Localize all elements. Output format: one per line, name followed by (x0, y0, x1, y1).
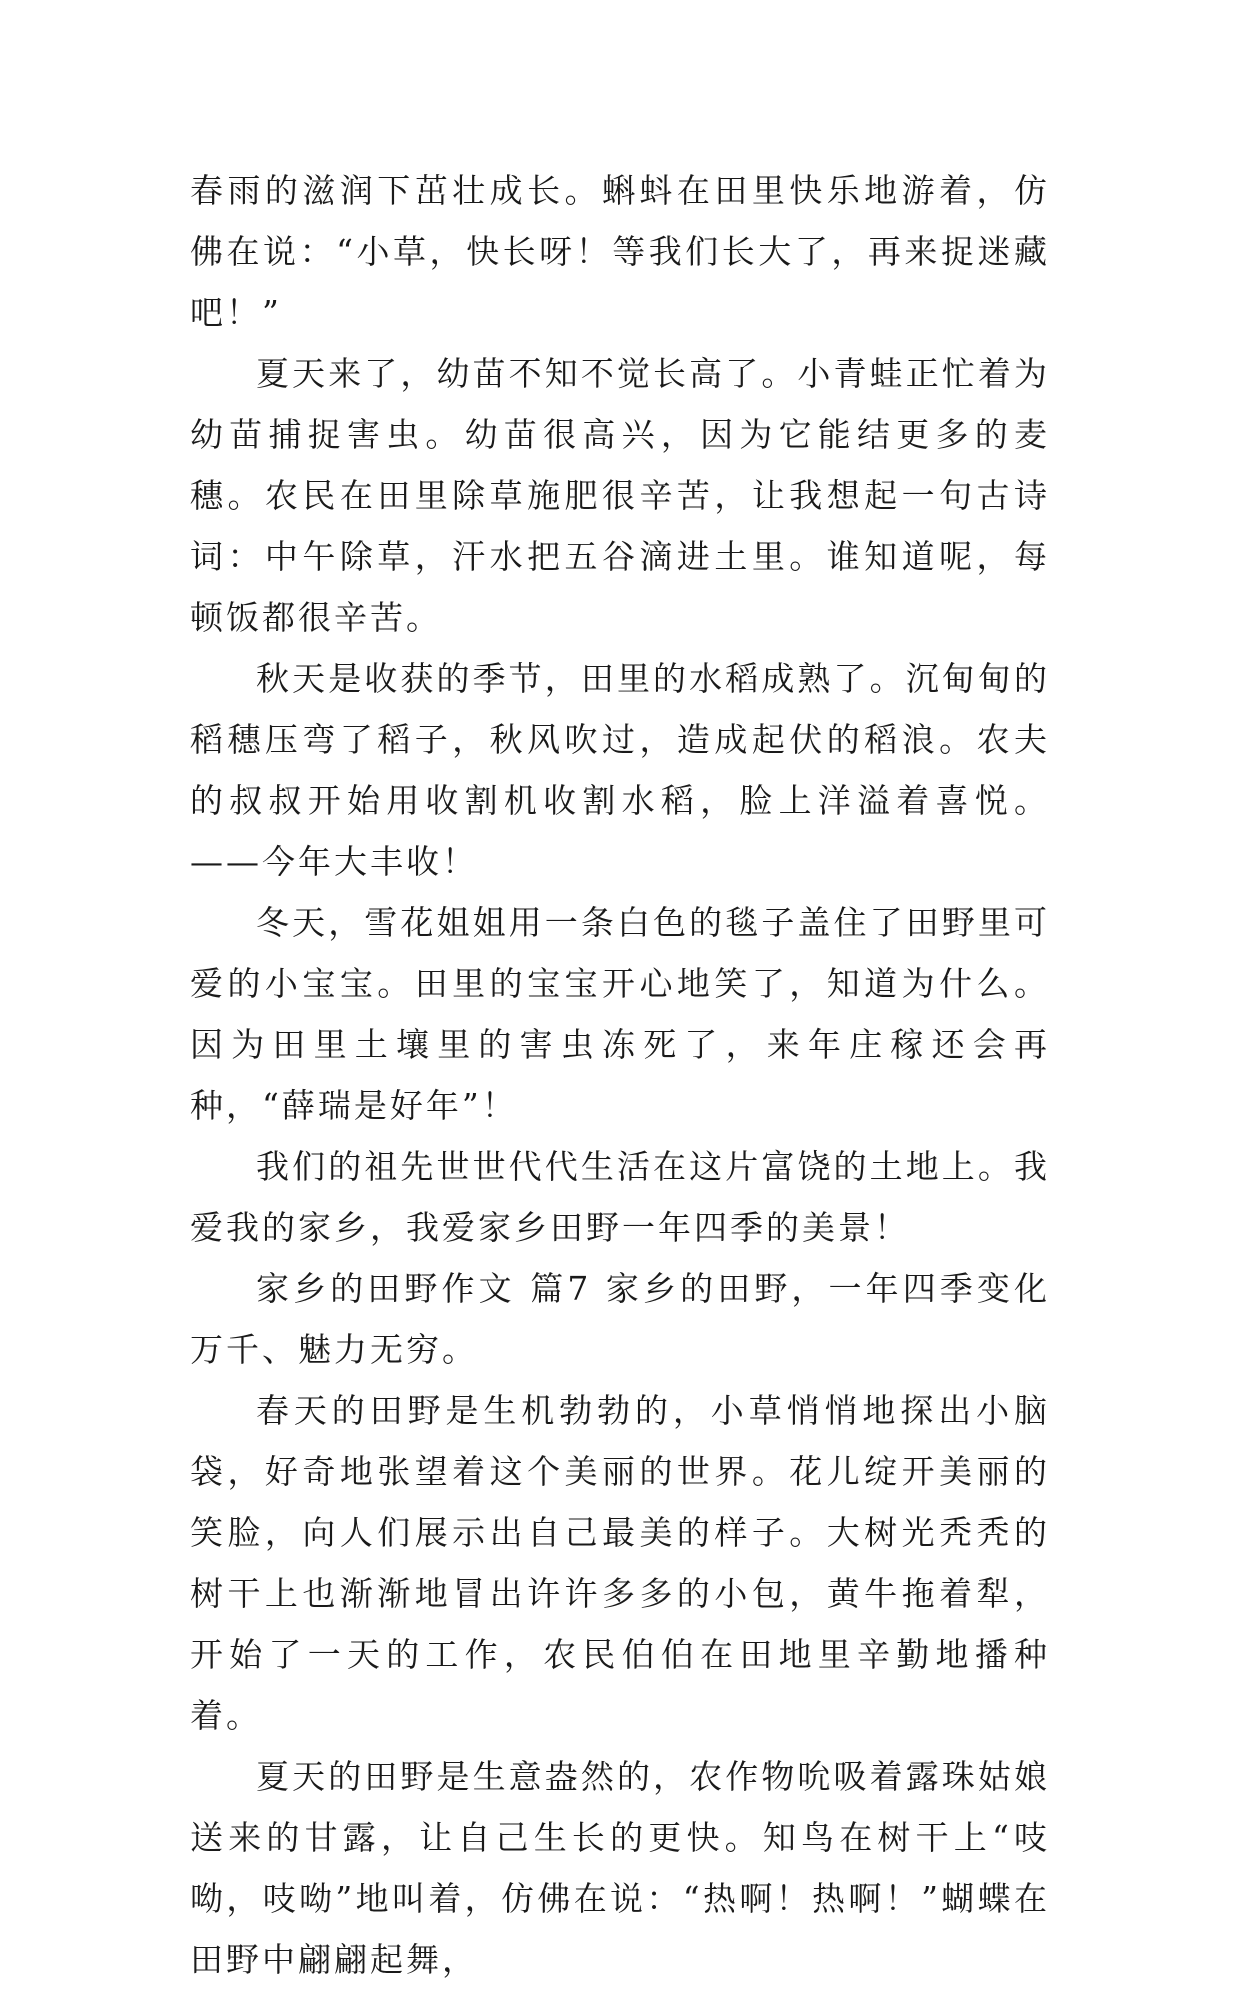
paragraph: 春雨的滋润下茁壮成长。蝌蚪在田里快乐地游着，仿佛在说：“小草，快长呀！等我们长大了，再来捉迷藏吧！” (190, 171, 1050, 332)
paragraph: 秋天是收获的季节，田里的水稻成熟了。沉甸甸的稻穗压弯了稻子，秋风吹过，造成起伏的稻浪。农夫的叔叔开始用收割机收割水稻，脸上洋溢着喜悦。——今年大丰收！ (190, 659, 1050, 881)
paragraph: 春天的田野是生机勃勃的，小草悄悄地探出小脑袋，好奇地张望着这个美丽的世界。花儿绽开美丽的笑脸，向人们展示出自己最美的样子。大树光秃秃的树干上也渐渐地冒出许许多多的小包，黄牛拖着犁，开始了一天的工作，农民伯伯在田地里辛勤地播种着。 (190, 1391, 1050, 1735)
paragraph: 冬天，雪花姐姐用一条白色的毯子盖住了田野里可爱的小宝宝。田里的宝宝开心地笑了，知道为什么。因为田里土壤里的害虫冻死了，来年庄稼还会再种，“薛瑞是好年”！ (190, 903, 1050, 1125)
paragraph-essay-heading: 家乡的田野作文 篇7 家乡的田野，一年四季变化万千、魅力无穷。 (190, 1269, 1050, 1369)
document-body (190, 160, 1050, 1990)
paragraph: 夏天的田野是生意盎然的，农作物吮吸着露珠姑娘送来的甘露，让自己生长的更快。知鸟在树干上“吱呦，吱呦”地叫着，仿佛在说：“热啊！热啊！”蝴蝶在田野中翩翩起舞， (190, 1757, 1050, 1979)
paragraph: 我们的祖先世世代代生活在这片富饶的土地上。我爱我的家乡，我爱家乡田野一年四季的美景！ (190, 1147, 1050, 1247)
paragraph: 夏天来了，幼苗不知不觉长高了。小青蛙正忙着为幼苗捕捉害虫。幼苗很高兴，因为它能结更多的麦穗。农民在田里除草施肥很辛苦，让我想起一句古诗词：中午除草，汗水把五谷滴进土里。谁知道呢，每顿饭都很辛苦。 (190, 354, 1050, 637)
